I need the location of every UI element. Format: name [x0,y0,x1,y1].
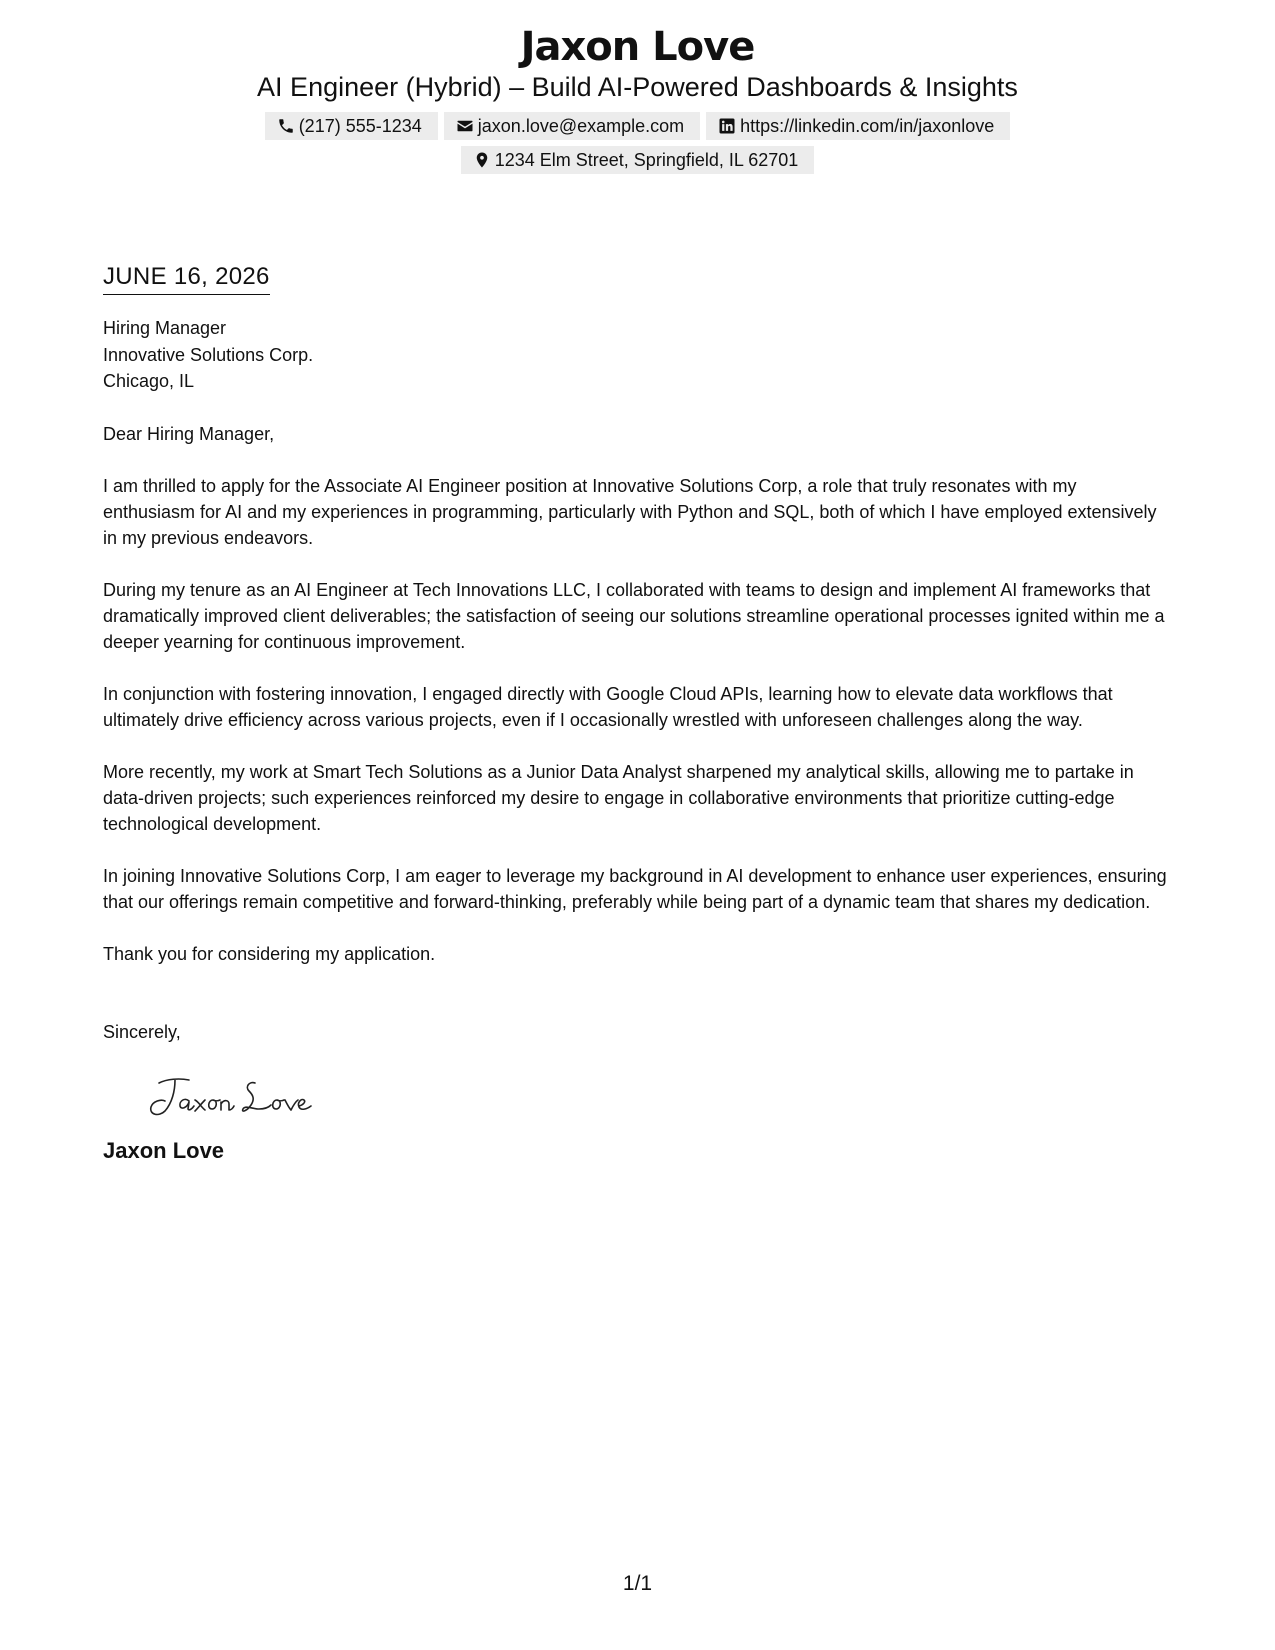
phone-text: (217) 555-1234 [298,115,422,136]
closing: Sincerely, [103,1021,181,1042]
applicant-name: Jaxon Love [520,24,755,70]
letter-body [103,262,1173,1165]
recipient-company: Innovative Solutions Corp. [103,344,314,365]
recipient-location: Chicago, IL [103,371,195,391]
email-chip[interactable] [444,112,700,140]
contact-row [0,112,1275,140]
linkedin-icon [718,117,736,135]
phone-chip[interactable] [265,112,438,140]
address-chip[interactable] [461,146,815,174]
page-number: 1/1 [622,1572,653,1595]
letter-date: JUNE 16, 2026 [103,262,270,295]
recipient-block [103,315,1173,395]
signature-image [145,1069,1173,1125]
paragraph-4: More recently, my work at Smart Tech Solutions as a Junior Data Analyst sharpened my analytical skills, allowing me to partake in data-driven projects; such experiences reinforced my desire to engage in collaborative environments that prioritize cutting-edge technological development. [103,761,1134,834]
paragraph-1: I am thrilled to apply for the Associate AI Engineer position at Innovative Solutions Corp, a role that truly resonates with my enthusiasm for AI and my experiences in programming, particularly with Python and SQL, both of which I have employed extensively in my previous endeavors. [103,475,1157,548]
salutation: Dear Hiring Manager, [103,423,275,444]
linkedin-chip[interactable] [706,112,1010,140]
paragraph-6: Thank you for considering my application. [103,943,436,964]
letter-header [0,22,1275,174]
email-text: jaxon.love@example.com [477,115,685,136]
paragraph-2: During my tenure as an AI Engineer at Tech Innovations LLC, I collaborated with teams to design and implement AI frameworks that dramatically improved client deliverables; the satisfaction of seeing our solutions streamline operational processes ignited within me a deeper yearning for continuous improvement. [103,579,1165,652]
paragraph-5: In joining Innovative Solutions Corp, I am eager to leverage my background in AI development to enhance user experiences, ensuring that our offerings remain competitive and forward-thinking, preferably while being part of a dynamic team that shares my dedication. [103,865,1167,912]
contact-row-address [0,146,1275,174]
map-marker-icon [473,151,491,169]
applicant-headline: AI Engineer (Hybrid) – Build AI-Powered Dashboards & Insights [257,72,1018,102]
signer-name: Jaxon Love [103,1137,225,1163]
envelope-icon [456,117,474,135]
address-text: 1234 Elm Street, Springfield, IL 62701 [494,149,799,170]
paragraph-3: In conjunction with fostering innovation, I engaged directly with Google Cloud APIs, learning how to elevate data workflows that ultimately drive efficiency across various projects, even if I occasionally wrestled with unforeseen challenges along the way. [103,683,1113,730]
linkedin-text: https://linkedin.com/in/jaxonlove [740,115,995,136]
recipient-title: Hiring Manager [103,318,227,338]
phone-icon [277,117,295,135]
